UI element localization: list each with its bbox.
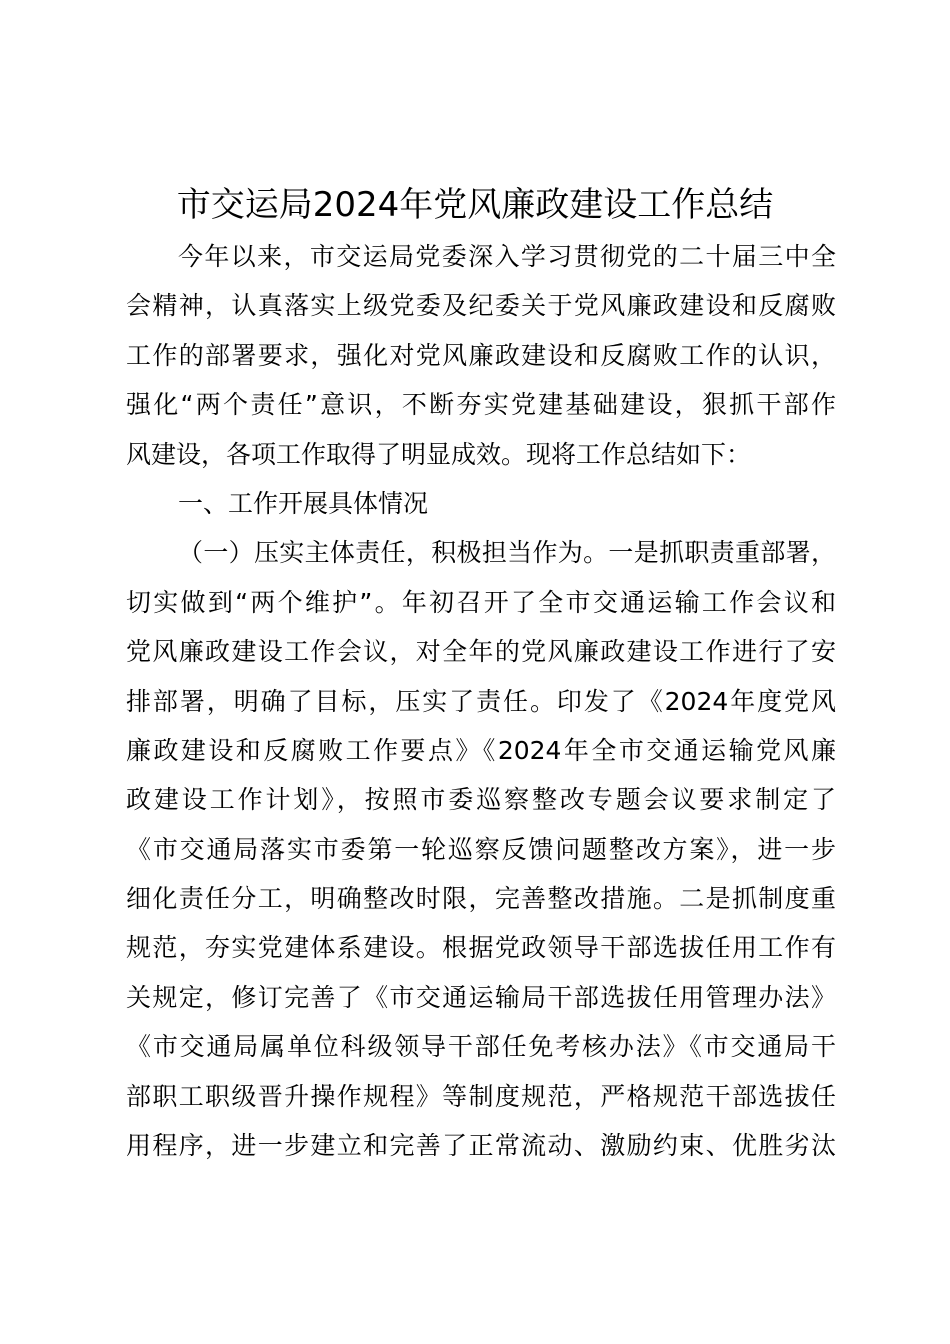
text-line: 工作的部署要求，强化对党风廉政建设和反腐败工作的认识，	[126, 340, 836, 370]
text-line: 用程序，进一步建立和完善了正常流动、激励约束、优胜劣汰	[126, 1131, 836, 1161]
text-line: （一）压实主体责任，积极担当作为。一是抓职责重部署，	[178, 538, 836, 568]
text-line: 风建设，各项工作取得了明显成效。现将工作总结如下：	[126, 439, 752, 469]
text-line: 关规定，修订完善了《市交通运输局干部选拔任用管理办法》	[126, 982, 836, 1012]
text-line: 切实做到“两个维护”。年初召开了全市交通运输工作会议和	[126, 587, 836, 617]
text-line: 会精神，认真落实上级党委及纪委关于党风廉政建设和反腐败	[126, 291, 836, 321]
text-line: 政建设工作计划》，按照市委巡察整改专题会议要求制定了	[126, 785, 836, 815]
text-line: 廉政建设和反腐败工作要点》《2024年全市交通运输党风廉	[126, 735, 836, 765]
text-line: 强化“两个责任”意识，不断夯实党建基础建设，狠抓干部作	[126, 390, 836, 420]
text-line: 部职工职级晋升操作规程》等制度规范，严格规范干部选拔任	[126, 1081, 836, 1111]
document-body	[126, 232, 836, 1170]
text-line: 一、工作开展具体情况	[178, 488, 429, 518]
text-line: 规范，夯实党建体系建设。根据党政领导干部选拔任用工作有	[126, 933, 836, 963]
text-line: 《市交通局落实市委第一轮巡察反馈问题整改方案》，进一步	[126, 834, 836, 864]
text-line: 排部署，明确了目标，压实了责任。印发了《2024年度党风	[126, 686, 836, 716]
document-title: 市交运局2024年党风廉政建设工作总结	[176, 185, 774, 225]
text-line: 《市交通局属单位科级领导干部任免考核办法》《市交通局干	[126, 1032, 836, 1062]
text-line: 细化责任分工，明确整改时限，完善整改措施。二是抓制度重	[126, 884, 836, 914]
text-line: 党风廉政建设工作会议，对全年的党风廉政建设工作进行了安	[126, 637, 836, 667]
text-line: 今年以来，市交运局党委深入学习贯彻党的二十届三中全	[178, 242, 836, 271]
